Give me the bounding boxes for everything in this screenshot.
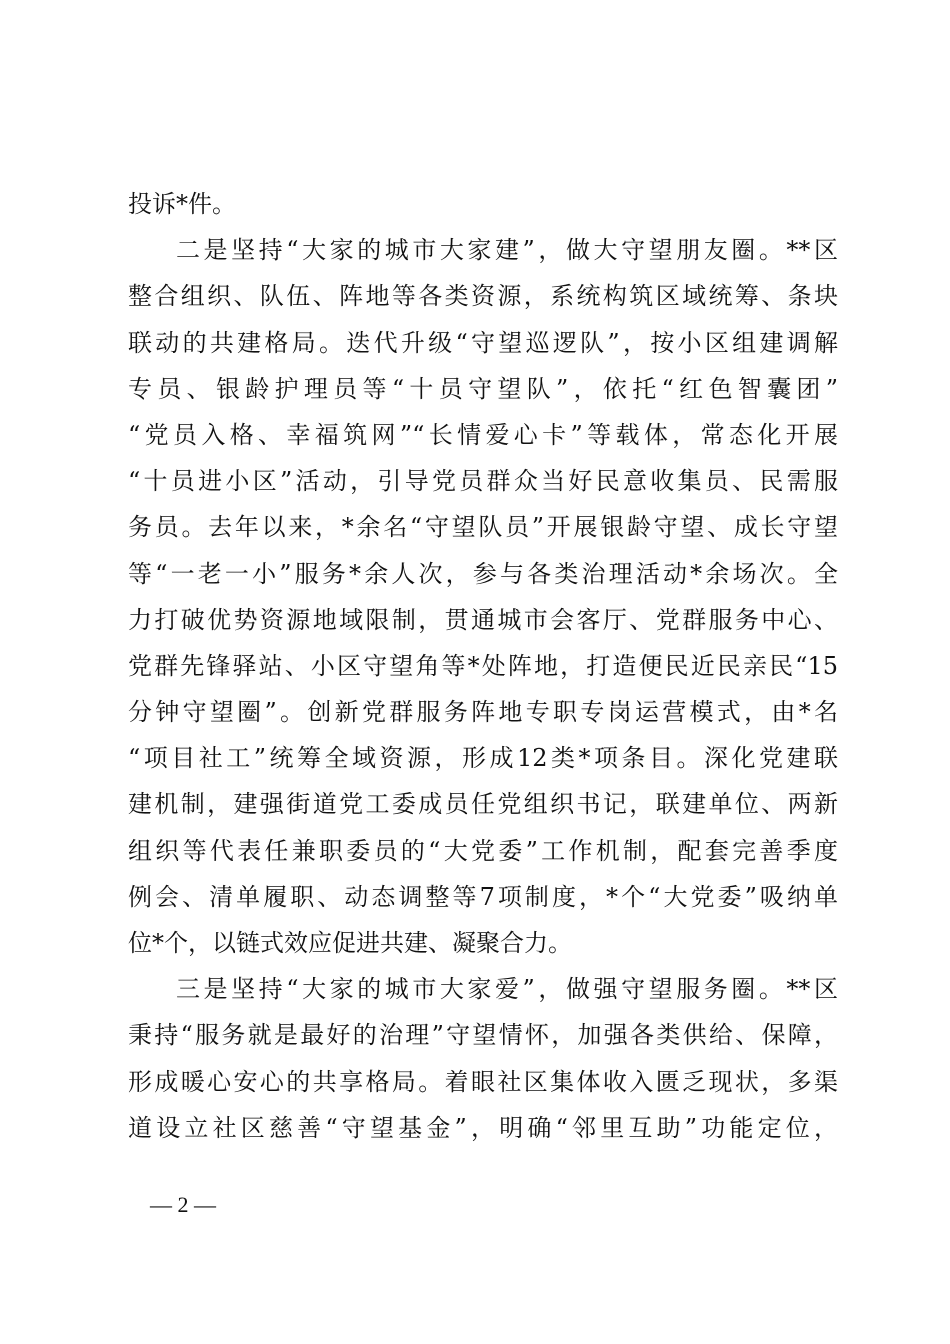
text-line: 道设立社区慈善“守望基金”，明确“邻里互助”功能定位， bbox=[128, 1113, 838, 1142]
text-line: 联动的共建格局。迭代升级“守望巡逻队”，按小区组建调解 bbox=[128, 328, 838, 357]
text-line: 建机制，建强街道党工委成员任党组织书记，联建单位、两新 bbox=[128, 790, 838, 819]
text-line: 力打破优势资源地域限制，贯通城市会客厅、党群服务中心、 bbox=[128, 605, 838, 634]
text-line: 秉持“服务就是最好的治理”守望情怀，加强各类供给、保障， bbox=[128, 1021, 838, 1050]
text-line: “党员入格、幸福筑网”“长情爱心卡”等载体，常态化开展 bbox=[128, 420, 838, 449]
text-line: “项目社工”统筹全域资源，形成12类*项条目。深化党建联 bbox=[128, 744, 838, 773]
text-line: 形成暖心安心的共享格局。着眼社区集体收入匮乏现状，多渠 bbox=[128, 1067, 838, 1096]
text-line: 党群先锋驿站、小区守望角等*处阵地，打造便民近民亲民“15 bbox=[128, 651, 838, 680]
text-line: 专员、银龄护理员等“十员守望队”，依托“红色智囊团” bbox=[128, 374, 838, 403]
text-line: 整合组织、队伍、阵地等各类资源，系统构筑区域统筹、条块 bbox=[128, 282, 838, 311]
text-line: 例会、清单履职、动态调整等7项制度，*个“大党委”吸纳单 bbox=[128, 882, 838, 911]
text-line: 务员。去年以来，*余名“守望队员”开展银龄守望、成长守望 bbox=[128, 513, 838, 542]
body-text bbox=[128, 181, 838, 1151]
text-line: 分钟守望圈”。创新党群服务阵地专职专岗运营模式，由*名 bbox=[128, 698, 838, 727]
text-line: 投诉*件。 bbox=[128, 190, 236, 218]
text-line-paragraph-start: 二是坚持“大家的城市大家建”，做大守望朋友圈。**区 bbox=[176, 236, 838, 265]
text-line: “十员进小区”活动，引导党员群众当好民意收集员、民需服 bbox=[128, 467, 838, 496]
text-line-paragraph-start: 三是坚持“大家的城市大家爱”，做强守望服务圈。**区 bbox=[176, 975, 838, 1004]
page-number: — 2 — bbox=[150, 1192, 216, 1217]
text-line: 等“一老一小”服务*余人次，参与各类治理活动*余场次。全 bbox=[128, 559, 838, 588]
text-line: 位*个，以链式效应促进共建、凝聚合力。 bbox=[128, 929, 572, 957]
text-line: 组织等代表任兼职委员的“大党委”工作机制，配套完善季度 bbox=[128, 836, 838, 865]
